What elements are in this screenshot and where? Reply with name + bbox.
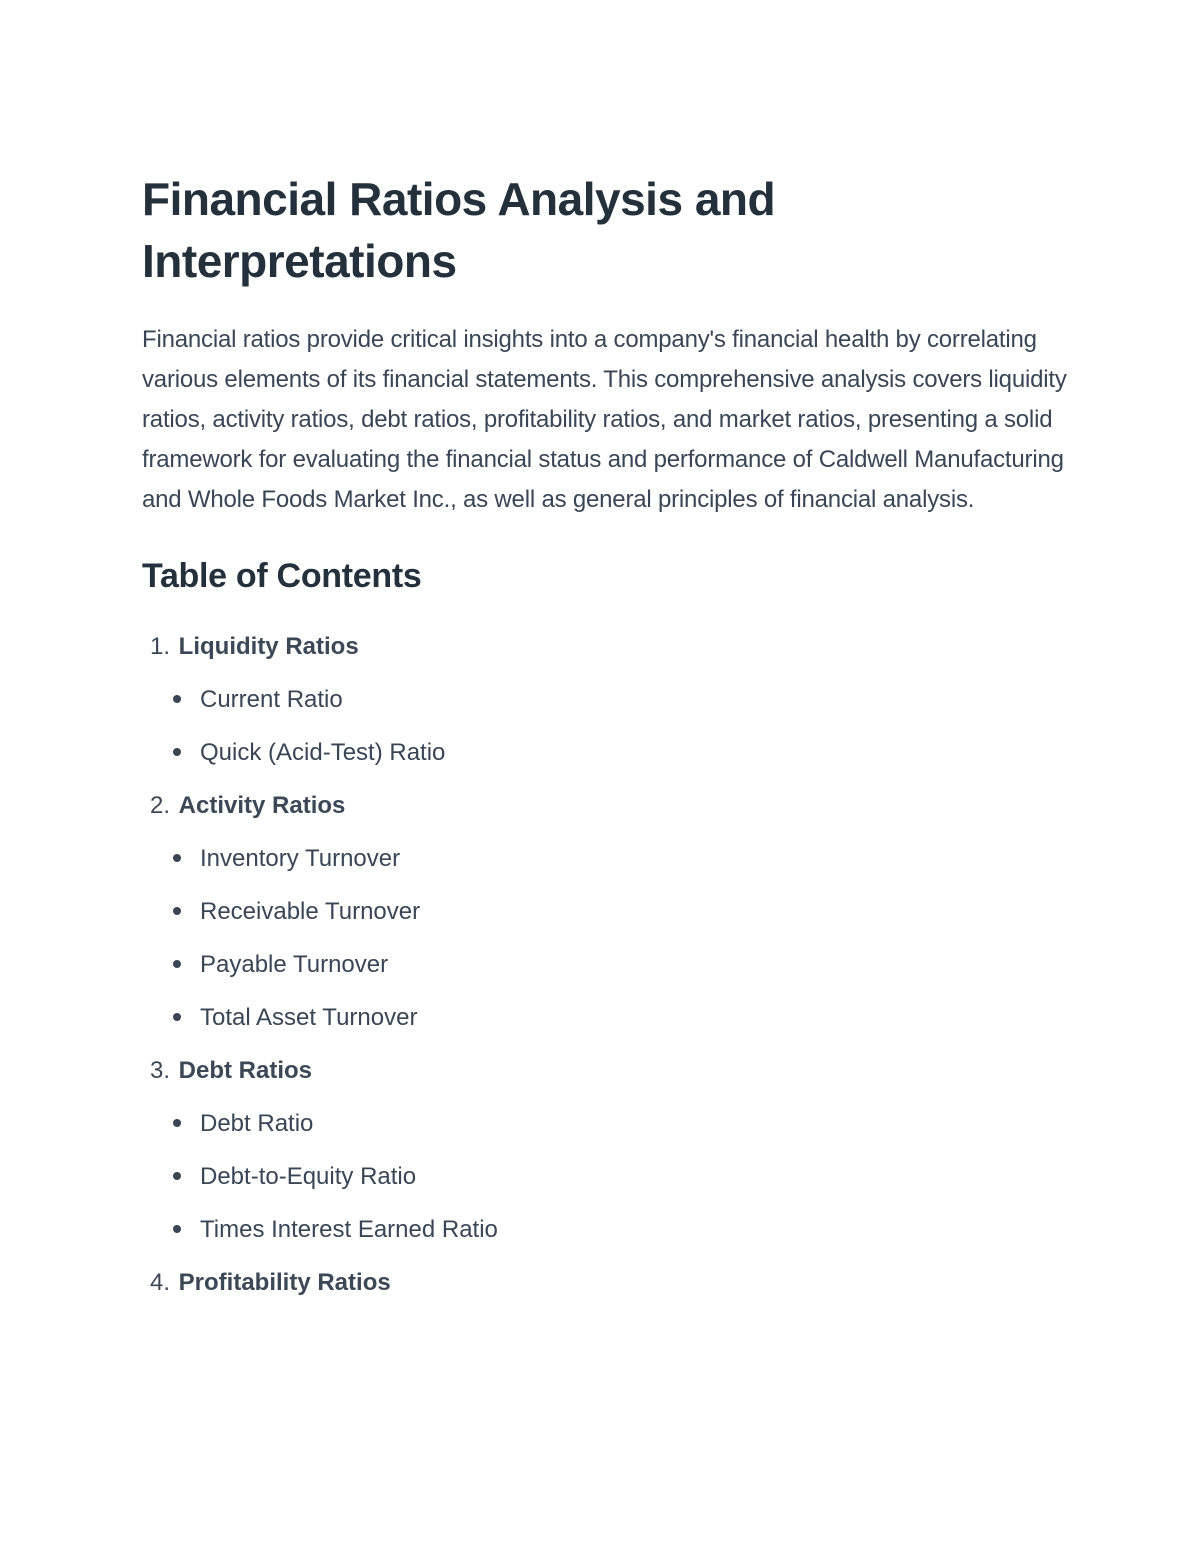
- toc-section-label: Activity Ratios: [178, 792, 346, 819]
- toc-item: [142, 938, 1072, 991]
- toc-item: [142, 726, 1072, 779]
- bullet-icon: [173, 1172, 181, 1180]
- toc-item-label: Receivable Turnover: [200, 898, 421, 925]
- bullet-icon: [173, 960, 181, 968]
- toc-item: [142, 673, 1072, 726]
- toc-item-label: Debt-to-Equity Ratio: [200, 1163, 417, 1190]
- toc-item-label: Quick (Acid-Test) Ratio: [200, 739, 446, 766]
- bullet-icon: [173, 854, 181, 862]
- document-page: [142, 168, 1072, 1309]
- toc-section-activity: [142, 779, 1072, 1044]
- bullet-icon: [173, 695, 181, 703]
- bullet-icon: [173, 1119, 181, 1127]
- bullet-icon: [173, 748, 181, 756]
- toc-item: [142, 1203, 1072, 1256]
- toc-section-row: [142, 779, 1072, 832]
- document-title: Financial Ratios Analysis and Interpretations: [142, 173, 776, 287]
- toc-section-row: [142, 620, 1072, 673]
- bullet-icon: [173, 907, 181, 915]
- toc-section-row: [142, 1044, 1072, 1097]
- table-of-contents: [142, 620, 1072, 1309]
- toc-item: [142, 991, 1072, 1044]
- toc-item: [142, 832, 1072, 885]
- bullet-icon: [173, 1013, 181, 1021]
- toc-section-row: [142, 1256, 1072, 1309]
- toc-section-number: 1.: [149, 633, 170, 660]
- toc-section-number: 2.: [149, 792, 170, 819]
- toc-section-label: Debt Ratios: [178, 1057, 313, 1084]
- toc-section-label: Liquidity Ratios: [178, 633, 359, 660]
- toc-section-debt: [142, 1044, 1072, 1256]
- toc-item-label: Inventory Turnover: [200, 845, 401, 872]
- toc-section-label: Profitability Ratios: [178, 1269, 391, 1296]
- toc-item-label: Total Asset Turnover: [200, 1004, 418, 1031]
- toc-item-label: Debt Ratio: [200, 1110, 314, 1137]
- bullet-icon: [173, 1225, 181, 1233]
- toc-item: [142, 1150, 1072, 1203]
- toc-section-profitability: [142, 1256, 1072, 1309]
- toc-sub-list: [142, 832, 1072, 1044]
- toc-sub-list: [142, 673, 1072, 779]
- toc-item-label: Payable Turnover: [200, 951, 389, 978]
- intro-paragraph: Financial ratios provide critical insights into a company's financial health by correlating various elements of its financial statements. This comprehensive analysis covers liquidity ratios, activity ratios, debt ratios, profitability ratios, and market ratios, presenting a solid framework for evaluating the financial status and performance of Caldwell Manufacturing and Whole Foods Market Inc., as well as general principles of financial analysis.: [142, 326, 1067, 513]
- toc-section-number: 4.: [149, 1269, 170, 1296]
- toc-item-label: Current Ratio: [200, 686, 343, 713]
- toc-heading: Table of Contents: [142, 557, 422, 595]
- toc-item: [142, 1097, 1072, 1150]
- toc-item: [142, 885, 1072, 938]
- toc-section-number: 3.: [149, 1057, 170, 1084]
- toc-item-label: Times Interest Earned Ratio: [200, 1216, 498, 1243]
- toc-sub-list: [142, 1097, 1072, 1256]
- toc-section-liquidity: [142, 620, 1072, 779]
